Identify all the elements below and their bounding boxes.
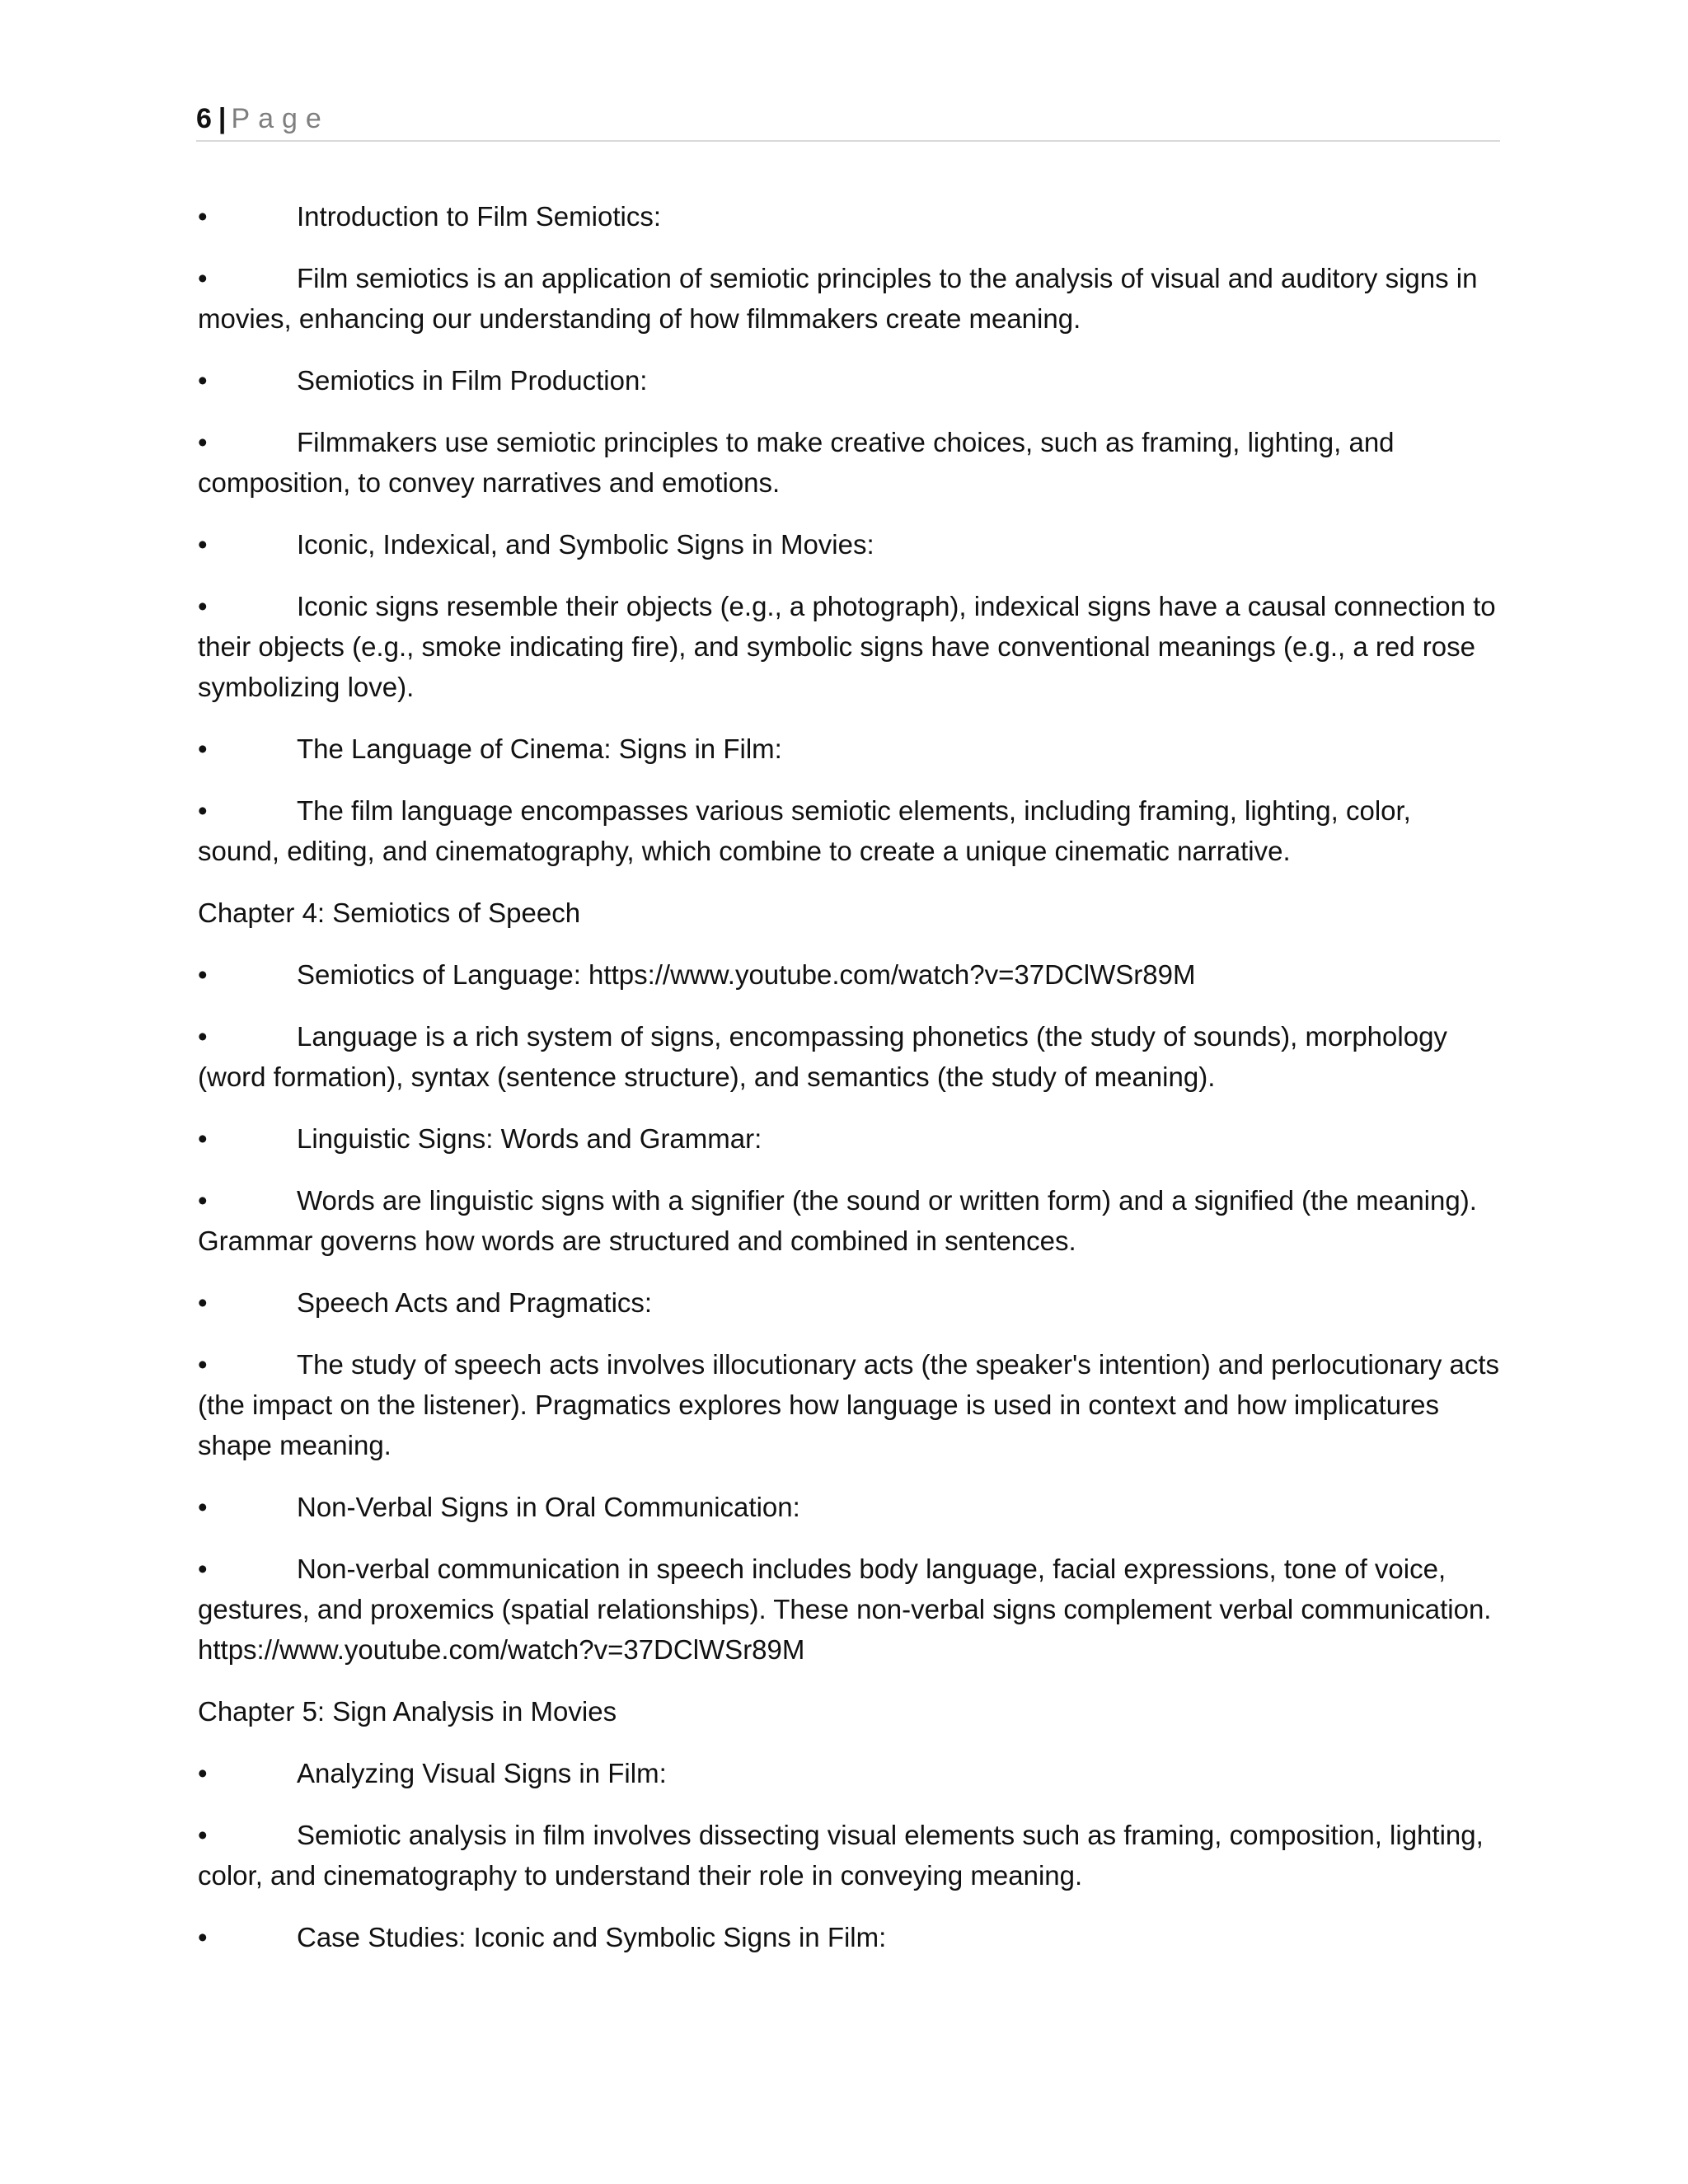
bullet-paragraph — [198, 1917, 1500, 1957]
bullet-paragraph — [198, 586, 1500, 707]
bullet-paragraph — [198, 1282, 1500, 1323]
bullet-marker: • — [198, 795, 208, 826]
paragraph-text: Introduction to Film Semiotics: — [297, 201, 661, 232]
bullet-paragraph — [198, 1016, 1500, 1097]
paragraph-text: Speech Acts and Pragmatics: — [297, 1287, 653, 1318]
bullet-paragraph — [198, 1487, 1500, 1527]
bullet-paragraph — [198, 1118, 1500, 1159]
chapter-heading-text: Chapter 4: Semiotics of Speech — [198, 898, 581, 928]
bullet-paragraph — [198, 524, 1500, 565]
header-separator: | — [218, 103, 227, 134]
bullet-marker: • — [198, 201, 208, 232]
paragraph-text: Linguistic Signs: Words and Grammar: — [297, 1123, 762, 1154]
chapter-heading-text: Chapter 5: Sign Analysis in Movies — [198, 1696, 617, 1727]
bullet-paragraph — [198, 1815, 1500, 1896]
bullet-marker: • — [198, 1820, 208, 1850]
bullet-marker: • — [198, 1185, 208, 1216]
document-body — [198, 196, 1500, 1979]
bullet-marker: • — [198, 1021, 208, 1052]
paragraph-text: The Language of Cinema: Signs in Film: — [297, 733, 782, 764]
bullet-paragraph — [198, 1753, 1500, 1793]
page-word: Page — [231, 103, 330, 134]
bullet-paragraph — [198, 1180, 1500, 1261]
bullet-marker: • — [198, 263, 208, 293]
paragraph-text: Words are linguistic signs with a signifier (the sound or written form) and a signified (the meaning). Grammar governs how words are structured and combined in sentences. — [198, 1185, 1477, 1256]
paragraph-text: Case Studies: Iconic and Symbolic Signs in Film: — [297, 1922, 887, 1952]
bullet-marker: • — [198, 1758, 208, 1788]
bullet-paragraph — [198, 790, 1500, 871]
paragraph-text: The film language encompasses various semiotic elements, including framing, lighting, color, sound, editing, and cinematography, which combine to create a unique cinematic narrative. — [198, 795, 1411, 866]
page-number: 6 — [196, 103, 212, 134]
paragraph-text: Non-verbal communication in speech includes body language, facial expressions, tone of voice, gestures, and proxemics (spatial relationships). These non-verbal signs complement verbal communication. https://www.youtube.com/watch?v=37DClWSr89M — [198, 1554, 1492, 1665]
paragraph-text: Analyzing Visual Signs in Film: — [297, 1758, 667, 1788]
bullet-marker: • — [198, 1922, 208, 1952]
paragraph-text: Film semiotics is an application of semiotic principles to the analysis of visual and auditory signs in movies, enhancing our understanding of how filmmakers create meaning. — [198, 263, 1478, 334]
chapter-heading — [198, 893, 1500, 933]
paragraph-text: Semiotics of Language: https://www.youtube.com/watch?v=37DClWSr89M — [297, 959, 1196, 990]
bullet-paragraph — [198, 954, 1500, 995]
paragraph-text: Non-Verbal Signs in Oral Communication: — [297, 1492, 800, 1522]
bullet-paragraph — [198, 196, 1500, 237]
bullet-marker: • — [198, 1123, 208, 1154]
bullet-marker: • — [198, 365, 208, 396]
bullet-paragraph — [198, 360, 1500, 401]
bullet-paragraph — [198, 1549, 1500, 1670]
bullet-marker: • — [198, 733, 208, 764]
bullet-marker: • — [198, 427, 208, 457]
paragraph-text: Semiotics in Film Production: — [297, 365, 648, 396]
bullet-marker: • — [198, 1349, 208, 1380]
paragraph-text: Semiotic analysis in film involves dissecting visual elements such as framing, composition, lighting, color, and cinematography to understand their role in conveying meaning. — [198, 1820, 1484, 1891]
bullet-marker: • — [198, 959, 208, 990]
paragraph-text: The study of speech acts involves illocutionary acts (the speaker's intention) and perlocutionary acts (the impact on the listener). Pragmatics explores how language is used in context and how implicatures shape meaning. — [198, 1349, 1500, 1460]
bullet-paragraph — [198, 422, 1500, 503]
bullet-marker: • — [198, 529, 208, 560]
paragraph-text: Language is a rich system of signs, encompassing phonetics (the study of sounds), morphology (word formation), syntax (sentence structure), and semantics (the study of meaning). — [198, 1021, 1447, 1092]
bullet-marker: • — [198, 1287, 208, 1318]
paragraph-text: Filmmakers use semiotic principles to make creative choices, such as framing, lighting, and composition, to convey narratives and emotions. — [198, 427, 1395, 498]
chapter-heading — [198, 1691, 1500, 1732]
page-header — [196, 97, 1500, 142]
paragraph-text: Iconic, Indexical, and Symbolic Signs in Movies: — [297, 529, 874, 560]
bullet-paragraph — [198, 729, 1500, 769]
bullet-paragraph — [198, 1344, 1500, 1465]
paragraph-text: Iconic signs resemble their objects (e.g., a photograph), indexical signs have a causal connection to their objects (e.g., smoke indicating fire), and symbolic signs have conventional meanings (e.g., a red rose symbolizing love). — [198, 591, 1496, 702]
bullet-marker: • — [198, 591, 208, 621]
bullet-marker: • — [198, 1492, 208, 1522]
bullet-paragraph — [198, 258, 1500, 339]
bullet-marker: • — [198, 1554, 208, 1584]
